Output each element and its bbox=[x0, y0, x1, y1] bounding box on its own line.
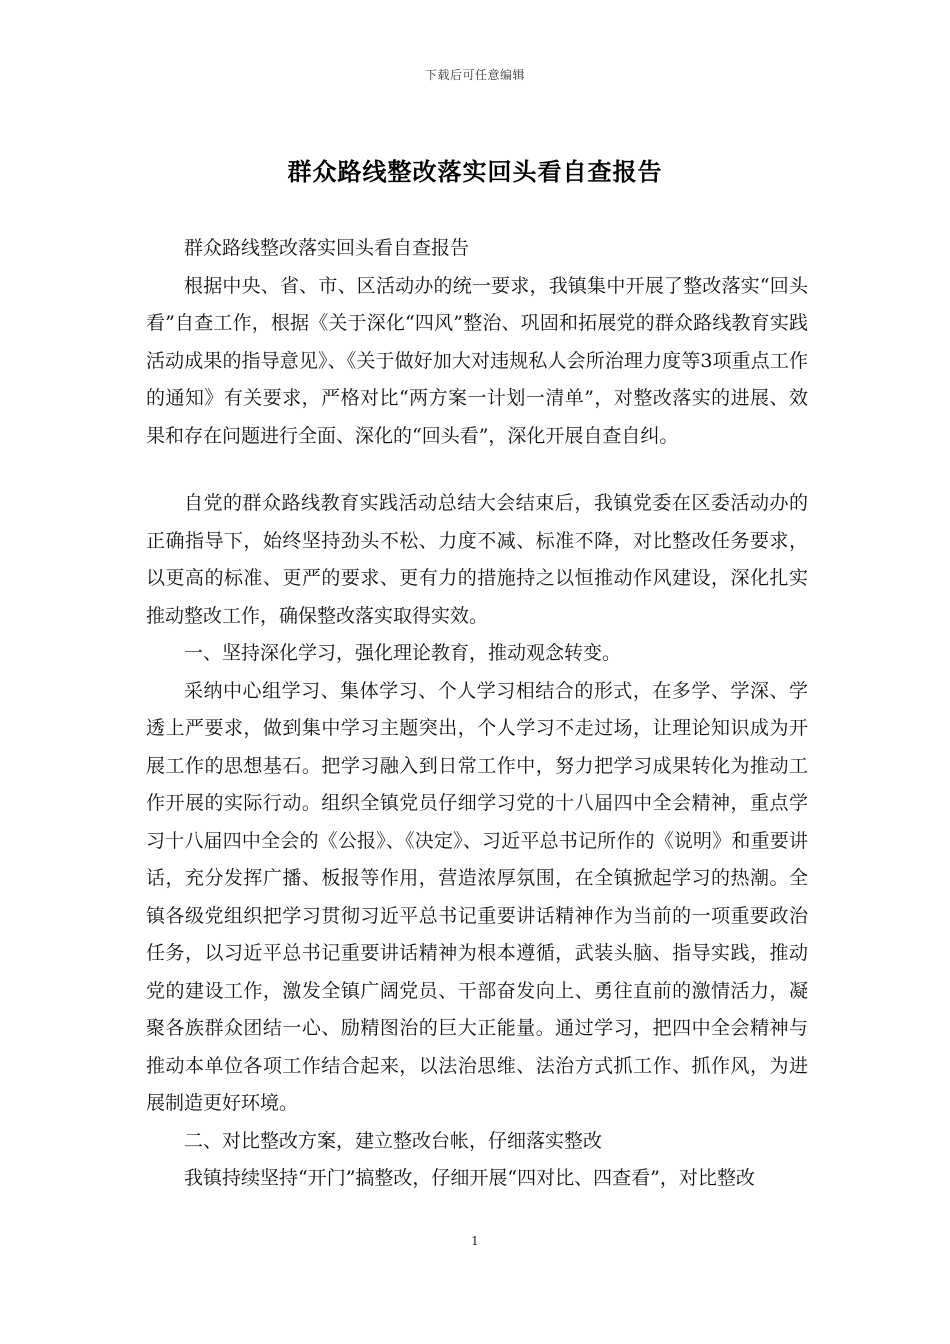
paragraph-subtitle: 群众路线整改落实回头看自查报告 bbox=[184, 237, 470, 259]
paragraph-summary: 自党的群众路线教育实践活动总结大会结束后，我镇党委在区委活动办的正确指导下，始终坚持劲头不松、力度不减、标准不降，对比整改任务要求，以更高的标准、更严的要求、更有力的措施持之以恒推动作风建设，深化扎实推动整改工作，确保整改落实取得实效。 bbox=[146, 492, 808, 627]
page-number: 1 bbox=[471, 1234, 479, 1248]
paragraph-intro: 根据中央、省、市、区活动办的统一要求，我镇集中开展了整改落实“回头看”自查工作，根据《关于深化“四风”整治、巩固和拓展党的群众路线教育实践活动成果的指导意见》、《关于做好加大对违规私人会所治理力度等3项重点工作的通知》有关要求，严格对比“两方案一计划一清单”，对整改落实的进展、效果和存在问题进行全面、深化的“回头看”，深化开展自查自纠。 bbox=[146, 274, 808, 447]
paragraph-section-1: 采纳中心组学习、集体学习、个人学习相结合的形式，在多学、学深、学透上严要求，做到集中学习主题突出，个人学习不走过场，让理论知识成为开展工作的思想基石。把学习融入到日常工作中，努力把学习成果转化为推动工作开展的实际行动。组织全镇党员仔细学习党的十八届四中全会精神，重点学习十八届四中全会的《公报》、《决定》、习近平总书记所作的《说明》和重要讲话，充分发挥广播、板报等作用，营造浓厚氛围，在全镇掀起学习的热潮。全镇各级党组织把学习贯彻习近平总书记重要讲话精神作为当前的一项重要政治任务，以习近平总书记重要讲话精神为根本遵循，武装头脑、指导实践，推动党的建设工作，激发全镇广阔党员、干部奋发向上、勇往直前的激情活力，凝聚各族群众团结一心、励精图治的巨大正能量。通过学习，把四中全会精神与推动本单位各项工作结合起来，以法治思维、法治方式抓工作、抓作风，为进展制造更好环境。 bbox=[146, 679, 808, 1114]
document-title: 群众路线整改落实回头看自查报告 bbox=[287, 157, 663, 186]
section-heading-2: 二、对比整改方案，建立整改台帐，仔细落实整改 bbox=[184, 1129, 603, 1152]
section-heading-1: 一、坚持深化学习，强化理论教育，推动观念转变。 bbox=[184, 642, 622, 664]
document-body bbox=[146, 230, 808, 1198]
page-header-note: 下载后可任意编辑 bbox=[424, 68, 525, 82]
paragraph-section-2: 我镇持续坚持“开门”搞整改，仔细开展“四对比、四查看”，对比整改 bbox=[184, 1167, 755, 1189]
